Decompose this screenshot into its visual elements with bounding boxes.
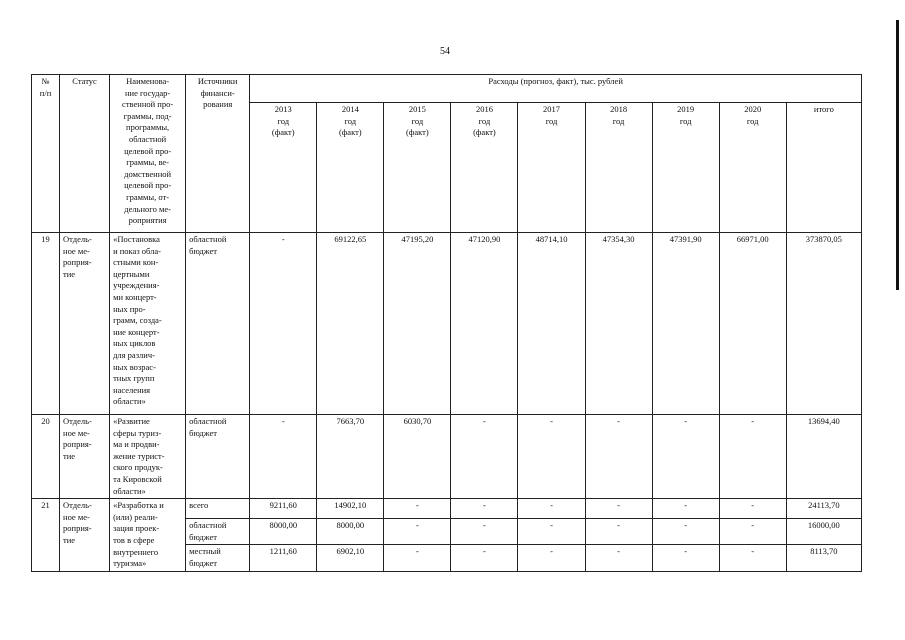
row-value: 1211,60 [250, 545, 317, 571]
row-value: - [518, 519, 585, 545]
row-num: 21 [32, 499, 60, 572]
row-value: 47391,90 [652, 233, 719, 415]
row-value: - [719, 545, 786, 571]
row-source: местный бюджет [186, 545, 250, 571]
row-value: - [451, 519, 518, 545]
header-year: 2014 год (факт) [317, 103, 384, 233]
header-num: № п/п [32, 75, 60, 233]
table-row [32, 233, 862, 415]
margin-rule [896, 20, 899, 290]
row-name: «Постановка и показ обла- стными кон- цертными учреждения- ми концерт- ных про- грамм, созда- ние концерт- ных циклов для различ- ных возрас- тных групп населения области» [110, 233, 186, 415]
row-value: 47120,90 [451, 233, 518, 415]
row-value: - [451, 499, 518, 519]
row-value: 8000,00 [317, 519, 384, 545]
table-row [32, 499, 862, 519]
row-value: - [451, 545, 518, 571]
row-value: - [451, 415, 518, 499]
row-value: - [652, 499, 719, 519]
row-value: - [518, 499, 585, 519]
row-value: - [719, 499, 786, 519]
header-name: Наименова- ние государ- ственной про- граммы, под- программы, областной целевой про- граммы, ве- домственной целевой про- граммы, от- дельного ме- роприятия [110, 75, 186, 233]
header-year: 2018 год [585, 103, 652, 233]
row-value: 66971,00 [719, 233, 786, 415]
header-year: 2020 год [719, 103, 786, 233]
header-year: 2016 год (факт) [451, 103, 518, 233]
row-value: - [384, 499, 451, 519]
row-source: областной бюджет [186, 415, 250, 499]
row-value: 47354,30 [585, 233, 652, 415]
row-total: 13694,40 [786, 415, 861, 499]
row-name: «Развитие сферы туриз- ма и продви- жение турист- ского продук- та Кировской области» [110, 415, 186, 499]
row-value: 48714,10 [518, 233, 585, 415]
row-total: 24113,70 [786, 499, 861, 519]
row-value: - [652, 415, 719, 499]
header-expenses: Расходы (прогноз, факт), тыс. рублей [250, 75, 862, 103]
row-value: - [585, 415, 652, 499]
table-row [32, 415, 862, 499]
row-value: - [585, 545, 652, 571]
row-value: - [652, 545, 719, 571]
row-value: - [384, 545, 451, 571]
row-source: всего [186, 499, 250, 519]
row-status: Отдель- ное ме- роприя- тие [60, 415, 110, 499]
row-value: - [384, 519, 451, 545]
row-value: - [719, 415, 786, 499]
expenses-table [31, 74, 862, 572]
header-year: 2015 год (факт) [384, 103, 451, 233]
row-value: - [652, 519, 719, 545]
header-row [32, 75, 862, 103]
row-value: - [518, 415, 585, 499]
row-total: 8113,70 [786, 545, 861, 571]
header-sources: Источники финанси- рования [186, 75, 250, 233]
row-source: областной бюджет [186, 233, 250, 415]
header-year: 2017 год [518, 103, 585, 233]
row-value: - [250, 415, 317, 499]
header-status: Статус [60, 75, 110, 233]
row-value: - [585, 519, 652, 545]
row-status: Отдель- ное ме- роприя- тие [60, 499, 110, 572]
row-value: 69122,65 [317, 233, 384, 415]
row-value: 8000,00 [250, 519, 317, 545]
row-value: 6902,10 [317, 545, 384, 571]
row-total: 16000,00 [786, 519, 861, 545]
row-value: 14902,10 [317, 499, 384, 519]
page-number: 54 [440, 46, 450, 57]
row-value: - [250, 233, 317, 415]
row-num: 20 [32, 415, 60, 499]
row-total: 373870,05 [786, 233, 861, 415]
row-num: 19 [32, 233, 60, 415]
row-value: 47195,20 [384, 233, 451, 415]
header-total: итого [786, 103, 861, 233]
row-value: - [585, 499, 652, 519]
row-status: Отдель- ное ме- роприя- тие [60, 233, 110, 415]
row-value: 7663,70 [317, 415, 384, 499]
row-value: - [518, 545, 585, 571]
header-year: 2019 год [652, 103, 719, 233]
row-value: 6030,70 [384, 415, 451, 499]
header-year: 2013 год (факт) [250, 103, 317, 233]
row-source: областной бюджет [186, 519, 250, 545]
row-name: «Разработка и (или) реали- зация проек- тов в сфере внутреннего туризма» [110, 499, 186, 572]
row-value: 9211,60 [250, 499, 317, 519]
row-value: - [719, 519, 786, 545]
